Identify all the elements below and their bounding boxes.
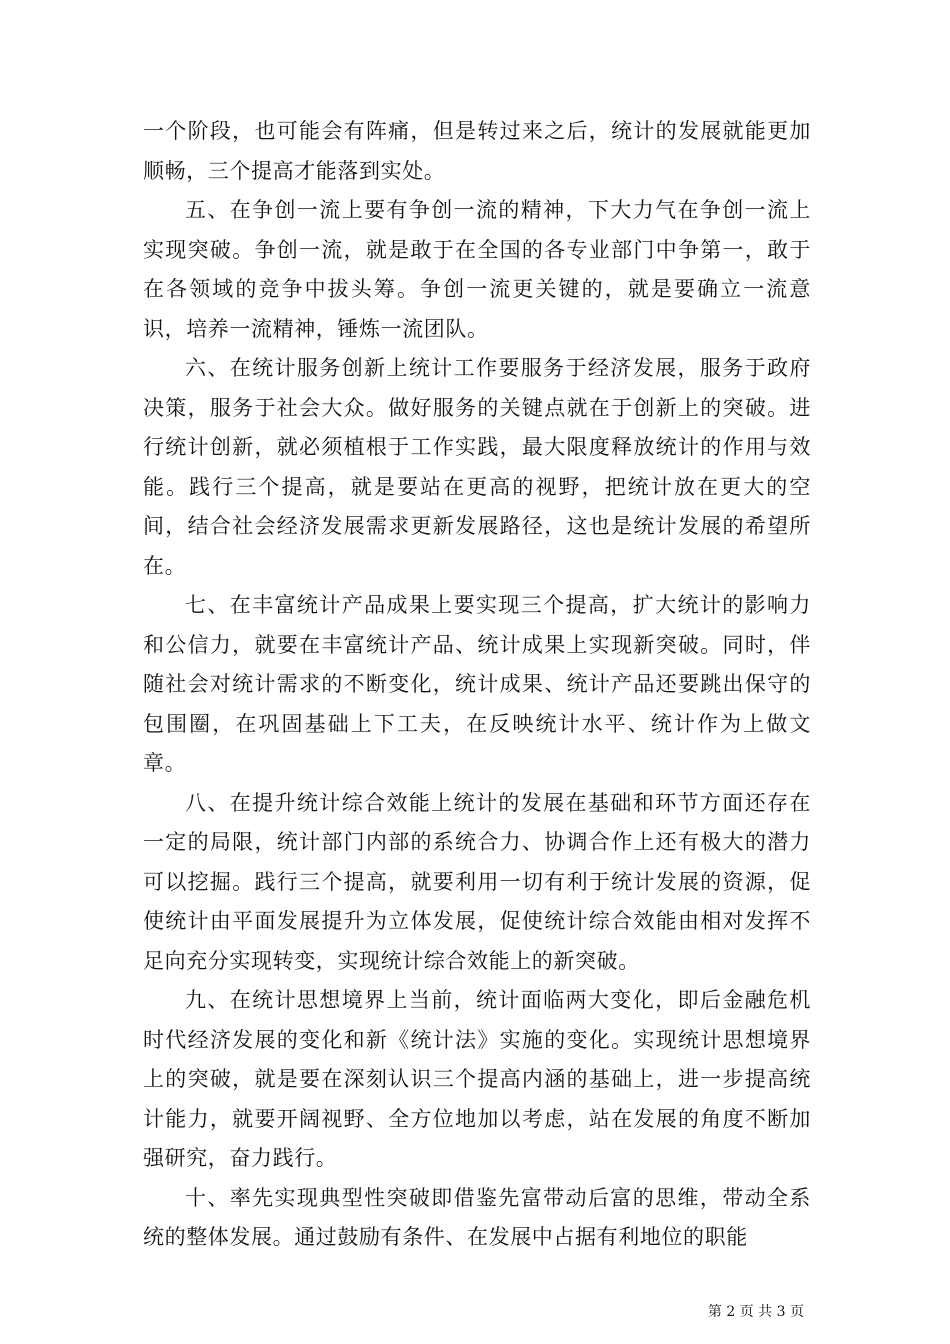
paragraph-item-8: 八、在提升统计综合效能上统计的发展在基础和环节方面还存在一定的局限，统计部门内部的系统合力、协调合作上还有极大的潜力可以挖掘。践行三个提高，就要利用一切有利于统计发展的资源，促使统计由平面发展提升为立体发展，促使统计综合效能由相对发挥不足向充分实现转变，实现统计综合效能上的新突破。: [143, 790, 811, 973]
paragraph-item-9: 九、在统计思想境界上当前，统计面临两大变化，即后金融危机时代经济发展的变化和新《统计法》实施的变化。实现统计思想境界上的突破，就是要在深刻认识三个提高内涵的基础上，进一步提高统计能力，就要开阔视野、全方位地加以考虑，站在发展的角度不断加强研究，奋力践行。: [143, 988, 811, 1170]
paragraph-item-7: 七、在丰富统计产品成果上要实现三个提高，扩大统计的影响力和公信力，就要在丰富统计产品、统计成果上实现新突破。同时，伴随社会对统计需求的不断变化，统计成果、统计产品还要跳出保守的包围圈，在巩固基础上下工夫，在反映统计水平、统计作为上做文章。: [143, 593, 811, 775]
page-footer: [0, 1303, 950, 1321]
paragraph-item-5: 五、在争创一流上要有争创一流的精神，下大力气在争创一流上实现突破。争创一流，就是敢于在全国的各专业部门中争第一，敢于在各领域的竞争中拔头筹。争创一流更关键的，就是要确立一流意识，培养一流精神，锤炼一流团队。: [143, 198, 811, 341]
paragraph-continuation: 一个阶段，也可能会有阵痛，但是转过来之后，统计的发展就能更加顺畅，三个提高才能落到实处。: [143, 119, 811, 183]
paragraph-item-6: 六、在统计服务创新上统计工作要服务于经济发展，服务于政府决策，服务于社会大众。做好服务的关键点就在于创新上的突破。进行统计创新，就必须植根于工作实践，最大限度释放统计的作用与效能。践行三个提高，就是要站在更高的视野，把统计放在更大的空间，结合社会经济发展需求更新发展路径，这也是统计发展的希望所在。: [143, 356, 811, 578]
paragraph-item-10: 十、率先实现典型性突破即借鉴先富带动后富的思维，带动全系统的整体发展。通过鼓励有条件、在发展中占据有利地位的职能: [143, 1185, 811, 1249]
document-body: [143, 112, 811, 1258]
page-number: 第 2 页 共 3 页: [707, 1304, 804, 1320]
